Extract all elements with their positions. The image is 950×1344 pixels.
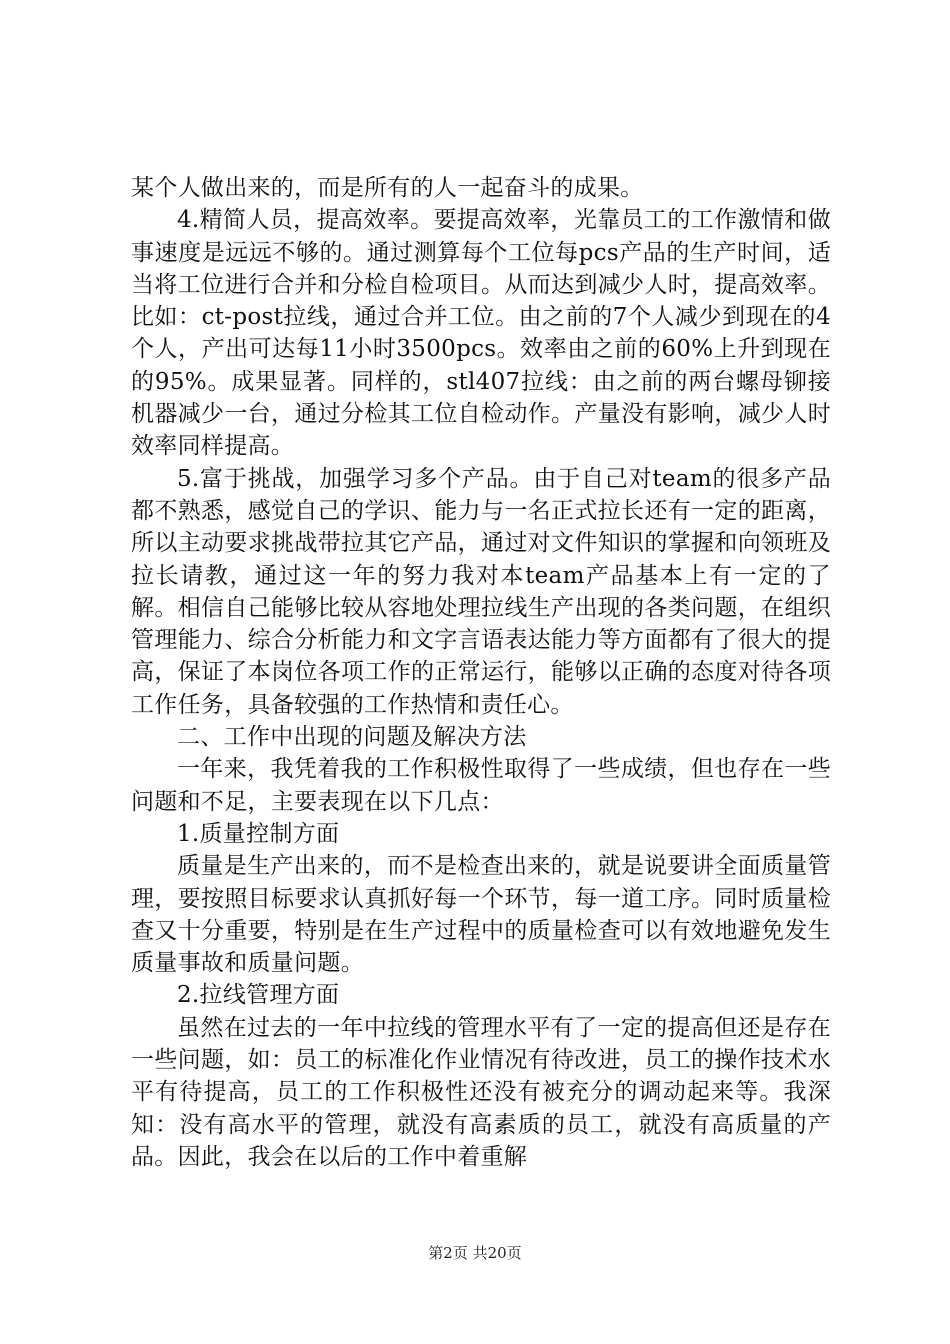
paragraph-1: 某个人做出来的，而是所有的人一起奋斗的成果。 <box>131 175 644 201</box>
paragraph-7: 质量是生产出来的，而不是检查出来的，就是说要讲全面质量管理，要按照目标要求认真抓好每一个环节，每一道工序。同时质量检查又十分重要，特别是在生产过程中的质量检查可以有效地避免发生质量事故和质量问题。 <box>131 853 831 977</box>
page-number-footer: 第2页 共20页 <box>428 1244 522 1262</box>
paragraph-3: 5.富于挑战，加强学习多个产品。由于自己对team的很多产品都不熟悉，感觉自己的学识、能力与一名正式拉长还有一定的距离，所以主动要求挑战带拉其它产品，通过对文件知识的掌握和向领班及拉长请教，通过这一年的努力我对本team产品基本上有一定的了解。相信自己能够比较从容地处理拉线生产出现的各类问题，在组织管理能力、综合分析能力和文字言语表达能力等方面都有了很大的提高，保证了本岗位各项工作的正常运行，能够以正确的态度对待各项工作任务，具备较强的工作热情和责任心。 <box>131 465 831 718</box>
section-heading: 二、工作中出现的问题及解决方法 <box>177 724 527 751</box>
paragraph-9: 虽然在过去的一年中拉线的管理水平有了一定的提高但还是存在一些问题，如：员工的标准化作业情况有待改进，员工的操作技术水平有待提高，员工的工作积极性还没有被充分的调动起来等。我深知：没有高水平的管理，就没有高素质的员工，就没有高质量的产品。因此，我会在以后的工作中着重解 <box>131 1014 831 1170</box>
paragraph-2: 4.精简人员，提高效率。要提高效率，光靠员工的工作激情和做事速度是远远不够的。通过测算每个工位每pcs产品的生产时间，适当将工位进行合并和分检自检项目。从而达到减少人时，提高效率。比如：ct-post拉线，通过合并工位。由之前的7个人减少到现在的4个人，产出可达每11小时3500pcs。效率由之前的60%上升到现在的95%。成果显著。同样的，stl407拉线：由之前的两台螺母铆接机器减少一台，通过分检其工位自检动作。产量没有影响，减少人时效率同样提高。 <box>131 207 831 460</box>
document-body <box>131 172 831 1173</box>
paragraph-5: 一年来，我凭着我的工作积极性取得了一些成绩，但也存在一些问题和不足，主要表现在以下几点： <box>131 756 831 815</box>
subheading-quality-control: 1.质量控制方面 <box>177 820 340 847</box>
subheading-line-management: 2.拉线管理方面 <box>177 982 340 1009</box>
